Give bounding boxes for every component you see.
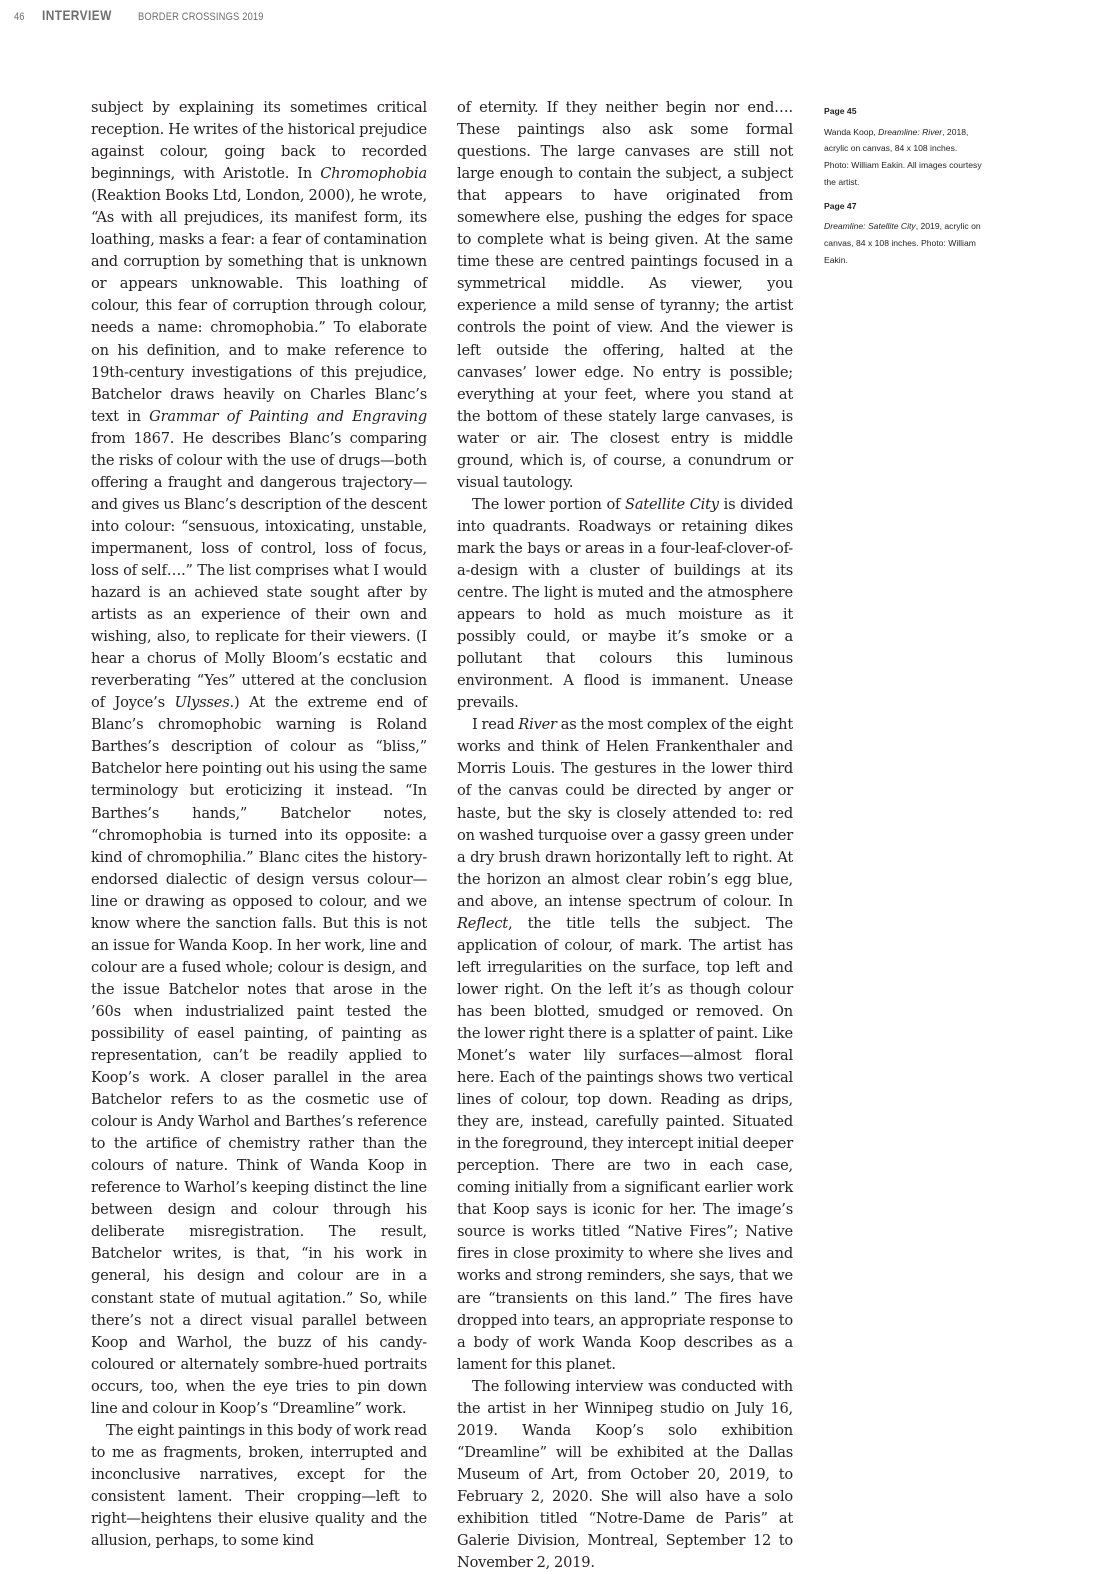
magazine-title: BORDER CROSSINGS 2019 — [138, 11, 264, 23]
paragraph: I read River as the most complex of the eight works and think of Helen Frankenthaler and Morris Louis. The gestures in the lower third of the canvas could be directed by anger or haste, but the sky is closely attended to: red on washed turquoise over a gassy green under a dry brush drawn horizontally left to right. At the horizon an almost clear robin’s egg blue, and above, an intense spectrum of colour. In Reflect, the title tells the subject. The application of colour, of mark. The artist has left irregularities on the surface, top left and lower right. On the left it’s as though colour has been blotted, smudged or removed. On the lower right there is a splatter of paint. Like Monet’s water lily surfaces—almost floral here. Each of the paintings shows two vertical lines of colour, top down. Reading as drips, they are, instead, carefully painted. Situated in the foreground, they intercept initial deeper perception. There are two in each case, coming initially from a significant earlier work that Koop says is iconic for her. The image’s source is works titled “Native Fires”; Native fires in close proximity to where she lives and works and strong reminders, she says, that we are “transients on this land.” The fires have dropped into tears, an appropriate response to a body of work Wanda Koop describes as a lament for this planet. — [457, 716, 793, 1373]
caption-text: Wanda Koop, Dreamline: River, 2018, acrylic on canvas, 84 x 108 inches. Photo: William Eakin. All images courtesy the artist. — [824, 126, 982, 187]
section-label: INTERVIEW — [42, 7, 112, 23]
caption-page-label: Page 47 — [824, 200, 857, 211]
paragraph: of eternity. If they neither begin nor end…. These paintings also ask some formal questions. The large canvases are still not large enough to contain the subject, a subject that appears to have originated from somewhere else, pushing the edges for space to complete what is being given. At the same time these are centred paintings focused in a symmetrical middle. As viewer, you experience a mild sense of tyranny; the artist controls the point of view. And the viewer is left outside the offering, halted at the canvases’ lower edge. No entry is possible; everything at your feet, where you stand at the bottom of these stately large canvases, is water or air. The closest entry is middle ground, which is, of course, a conundrum or visual tautology. — [457, 99, 793, 491]
caption-page-label: Page 45 — [824, 106, 857, 116]
page-number: 46 — [14, 11, 25, 23]
paragraph: subject by explaining its sometimes critical reception. He writes of the historical prejudice against colour, going back to recorded beginnings, with Aristotle. In Chromophobia (Reaktion Books Ltd, London, 2000), he wrote, “As with all prejudices, its manifest form, its loathing, masks a fear: a fear of contamination and corruption by something that is unknown or appears unknowable. This loathing of colour, this fear of corruption through colour, needs a name: chromophobia.” To elaborate on his definition, and to make reference to 19th-century investigations of this prejudice, Batchelor draws heavily on Charles Blanc’s text in Grammar of Painting and Engraving from 1867. He describes Blanc’s comparing the risks of colour with the use of drugs—both offering a fraught and dangerous trajectory—and gives us Blanc’s description of the descent into colour: “sensuous, intoxicating, unstable, impermanent, loss of control, loss of focus, loss of self….” The list comprises what I would hazard is an achieved state sought after by artists as an experience of their own and wishing, also, to replicate for their viewers. (I hear a chorus of Molly Bloom’s ecstatic and reverberating “Yes” uttered at the conclusion of Joyce’s Ulysses.) At the extreme end of Blanc’s chromophobic warning is Roland Barthes’s description of colour as “bliss,” Batchelor here pointing out his using the same terminology but eroticizing it instead. “In Barthes’s hands,” Batchelor notes, “chromophobia is turned into its opposite: a kind of chromophilia.” Blanc cites the history-endorsed dialectic of design versus colour—line or drawing as opposed to colour, and we know where the sanction falls. But this is not an issue for Wanda Koop. In her work, line and colour are a fused whole; colour is design, and the issue Batchelor notes that arose in the ’60s when industrialized paint tested the possibility of easel painting, of painting as representation, can’t be readily applied to Koop’s work. A closer parallel in the area Batchelor refers to as the cosmetic use of colour is Andy Warhol and Barthes’s reference to the artifice of chemistry rather than the colours of nature. Think of Wanda Koop in reference to Warhol’s keeping distinct the line between design and colour through his deliberate misregistration. The result, Batchelor writes, is that, “in his work in general, his design and colour are in a constant state of mutual agitation.” So, while there’s not a direct visual parallel between Koop and Warhol, the buzz of his candy-coloured or alternately sombre-hued portraits occurs, too, when the eye tries to pin down line and colour in Koop’s “Dreamline” work. — [91, 99, 428, 1417]
paragraph: The lower portion of Satellite City is divided into quadrants. Roadways or retaining dikes mark the bays or areas in a four-leaf-clover-of-a-design with a cluster of buildings at its centre. The light is muted and the atmosphere appears to hold as much moisture as it possibly could, or maybe it’s smoke or a pollutant that colours this luminous environment. A flood is immanent. Unease prevails. — [457, 495, 793, 712]
paragraph: The eight paintings in this body of work read to me as fragments, broken, interrupted and inconclusive narratives, except for the consistent lament. Their cropping—left to right—heightens their elusive quality and the allusion, perhaps, to some kind — [91, 1421, 427, 1550]
body-column-left — [91, 97, 427, 1552]
image-captions — [824, 103, 984, 275]
paragraph: The following interview was conducted with the artist in her Winnipeg studio on July 16, 2019. Wanda Koop’s solo exhibition “Dreamline” will be exhibited at the Dallas Museum of Art, from October 20, 2019, to February 2, 2020. She will also have a solo exhibition titled “Notre-Dame de Paris” at Galerie Division, Montreal, September 12 to November 2, 2019. — [457, 1377, 793, 1572]
caption-text: Dreamline: Satellite City, 2019, acrylic on canvas, 84 x 108 inches. Photo: William Eakin. — [824, 221, 981, 265]
running-head — [14, 7, 286, 25]
body-column-middle — [457, 97, 793, 1574]
